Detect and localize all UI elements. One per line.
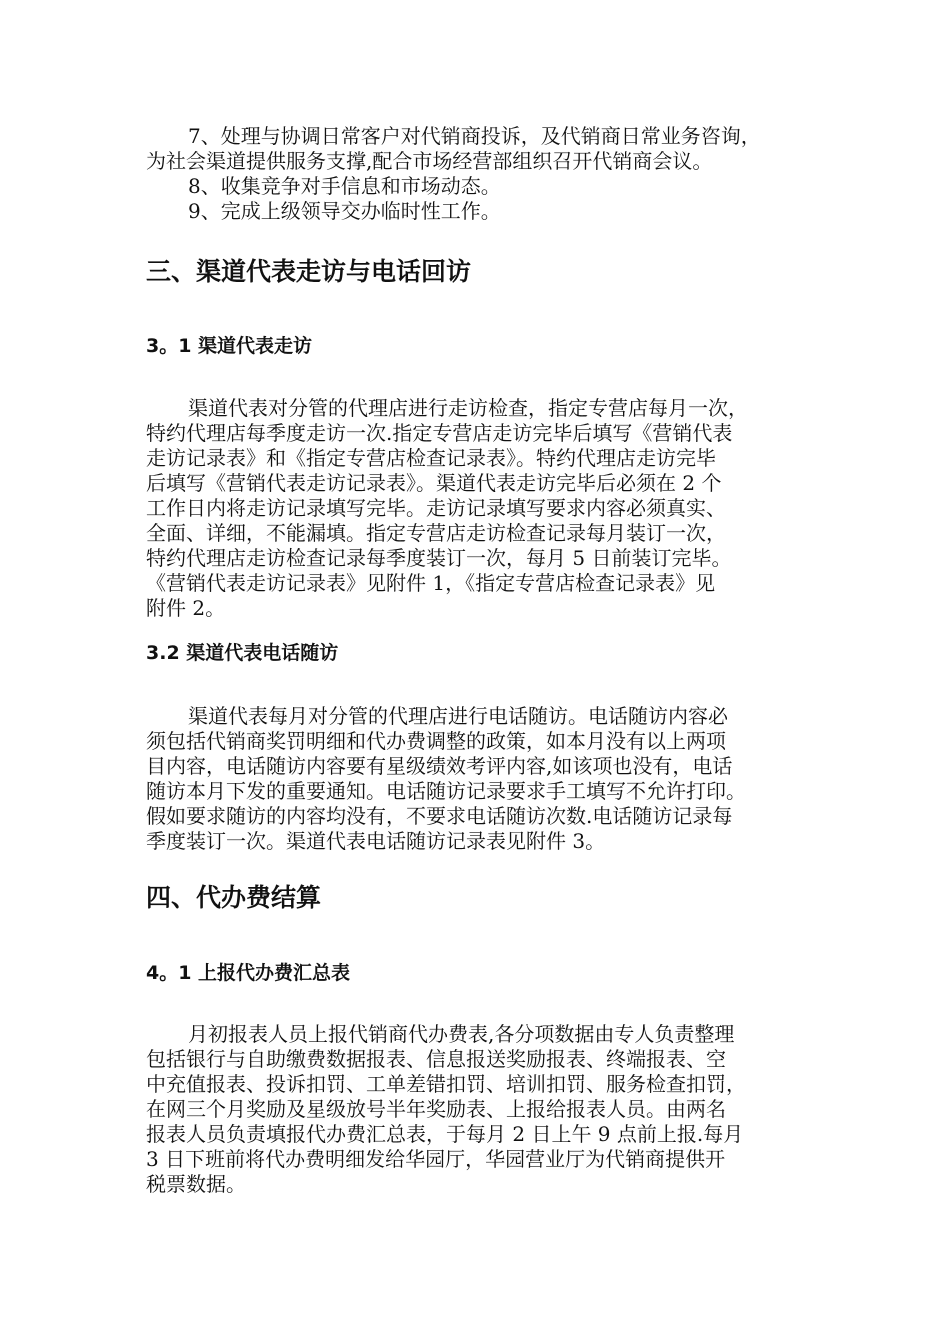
paragraph-line: 附件 2。 <box>146 596 226 620</box>
list-item-7-line-2: 为社会渠道提供服务支撑,配合市场经营部组织召开代销商会议。 <box>146 149 713 173</box>
paragraph-line: 渠道代表对分管的代理店进行走访检查，指定专营店每月一次， <box>188 396 748 420</box>
subsection-3-2-heading: 3.2 渠道代表电话随访 <box>146 642 339 664</box>
paragraph-line: 包括银行与自助缴费数据报表、信息报送奖励报表、终端报表、空 <box>146 1047 726 1071</box>
paragraph-line: 后填写《营销代表走访记录表》。渠道代表走访完毕后必须在 2 个 <box>146 471 722 495</box>
paragraph-line: 税票数据。 <box>146 1172 246 1196</box>
paragraph-line: 随访本月下发的重要通知。电话随访记录要求手工填写不允许打印。 <box>146 779 746 803</box>
subsection-3-1-heading: 3。1 渠道代表走访 <box>146 335 313 357</box>
subsection-4-1-heading: 4。1 上报代办费汇总表 <box>146 962 351 984</box>
paragraph-line: 须包括代销商奖罚明细和代办费调整的政策，如本月没有以上两项 <box>146 729 726 753</box>
paragraph-line: 月初报表人员上报代销商代办费表,各分项数据由专人负责整理 <box>188 1022 735 1046</box>
section-3-heading: 三、渠道代表走访与电话回访 <box>146 257 472 286</box>
paragraph-line: 特约代理店每季度走访一次.指定专营店走访完毕后填写《营销代表 <box>146 421 733 445</box>
paragraph-line: 在网三个月奖励及星级放号半年奖励表、上报给报表人员。由两名 <box>146 1097 726 1121</box>
paragraph-line: 《营销代表走访记录表》见附件 1，《指定专营店检查记录表》见 <box>146 571 716 595</box>
paragraph-line: 目内容，电话随访内容要有星级绩效考评内容,如该项也没有，电话 <box>146 754 733 778</box>
list-item-8: 8、收集竞争对手信息和市场动态。 <box>188 174 501 198</box>
paragraph-line: 报表人员负责填报代办费汇总表，于每月 2 日上午 9 点前上报.每月 <box>146 1122 744 1146</box>
paragraph-line: 全面、详细，不能漏填。指定专营店走访检查记录每月装订一次， <box>146 521 726 545</box>
paragraph-line: 特约代理店走访检查记录每季度装订一次，每月 5 日前装订完毕。 <box>146 546 732 570</box>
paragraph-line: 季度装订一次。渠道代表电话随访记录表见附件 3。 <box>146 829 606 853</box>
paragraph-line: 走访记录表》和《指定专营店检查记录表》。特约代理店走访完毕 <box>146 446 716 470</box>
paragraph-line: 假如要求随访的内容均没有，不要求电话随访次数.电话随访记录每 <box>146 804 733 828</box>
section-4-heading: 四、代办费结算 <box>146 883 322 912</box>
paragraph-line: 中充值报表、投诉扣罚、工单差错扣罚、培训扣罚、服务检查扣罚， <box>146 1072 746 1096</box>
paragraph-line: 工作日内将走访记录填写完毕。走访记录填写要求内容必须真实、 <box>146 496 726 520</box>
list-item-7-line-1: 7、处理与协调日常客户对代销商投诉，及代销商日常业务咨询， <box>188 124 761 148</box>
paragraph-line: 渠道代表每月对分管的代理店进行电话随访。电话随访内容必 <box>188 704 728 728</box>
paragraph-line: 3 日下班前将代办费明细发给华园厅，华园营业厅为代销商提供开 <box>146 1147 726 1171</box>
list-item-9: 9、完成上级领导交办临时性工作。 <box>188 199 501 223</box>
